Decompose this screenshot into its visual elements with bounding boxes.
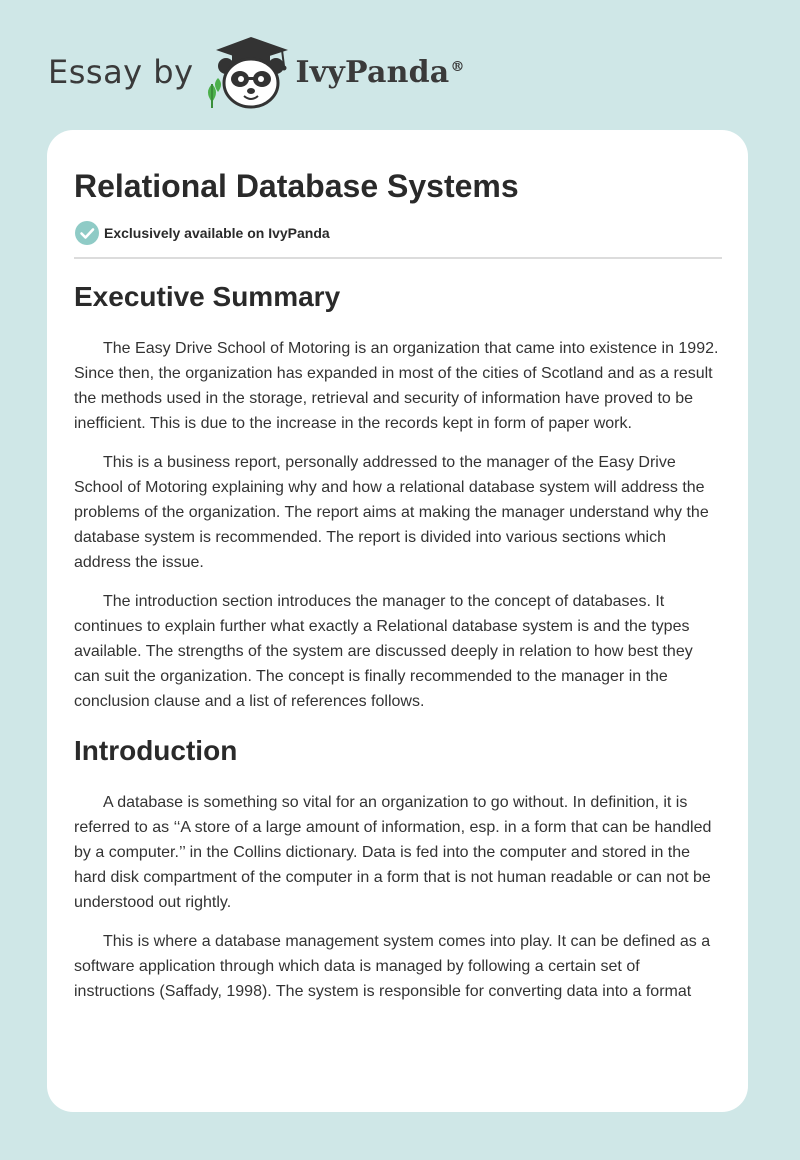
paragraph: The Easy Drive School of Motoring is an organization that came into existence in 1992. Since then, the organization has expanded in most of the cities of Scotland and as a result the methods used in the storage, retrieval and security of information have proved to be inefficient. This is due to the increase in the records kept in form of paper work. <box>74 340 719 432</box>
exclusive-label: Exclusively available on IvyPanda <box>104 225 330 241</box>
section-introduction <box>74 733 722 1004</box>
paragraph: A database is something so vital for an organization to go without. In definition, it is referred to as ‘‘A store of a large amount of information, esp. in a form that can be handled by a computer.’’ in the Collins dictionary. Data is fed into the computer and stored in the hard disk compartment of the computer in a form that is not human readable or can not be understood out rightly. <box>74 794 712 911</box>
brand-name <box>296 55 465 90</box>
panda-graduate-logo-icon <box>202 34 300 110</box>
section-body <box>74 336 722 714</box>
brand-header <box>48 34 465 110</box>
section-body <box>74 790 722 1004</box>
registered-mark: ® <box>450 58 465 75</box>
document-title: Relational Database Systems <box>74 168 519 204</box>
section-heading: Introduction <box>74 735 238 766</box>
paragraph: The introduction section introduces the manager to the concept of databases. It continues to explain further what exactly a Relational database system is and the types available. The strengths of the system are discussed deeply in relation to how best they can suit the organization. The concept is finally recommended to the manager in the conclusion clause and a list of references follows. <box>74 593 693 710</box>
essay-card <box>47 130 748 1112</box>
paragraph: This is where a database management system comes into play. It can be defined as a software application through which data is managed by following a certain set of instructions (Saffady, 1998). The system is responsible for converting data into a format <box>74 933 711 1000</box>
exclusive-badge <box>74 220 722 246</box>
section-executive-summary <box>74 279 722 714</box>
brand-prefix: Essay by <box>48 53 194 91</box>
check-badge-icon <box>74 220 100 246</box>
brand-name-text: IvyPanda <box>295 54 450 90</box>
section-heading: Executive Summary <box>74 281 341 312</box>
paragraph: This is a business report, personally addressed to the manager of the Easy Drive School of Motoring explaining why and how a relational database system will address the problems of the organization. The report aims at making the manager understand why the database system is recommended. The report is divided into various sections which address the issue. <box>74 454 709 571</box>
title-divider <box>74 257 722 259</box>
